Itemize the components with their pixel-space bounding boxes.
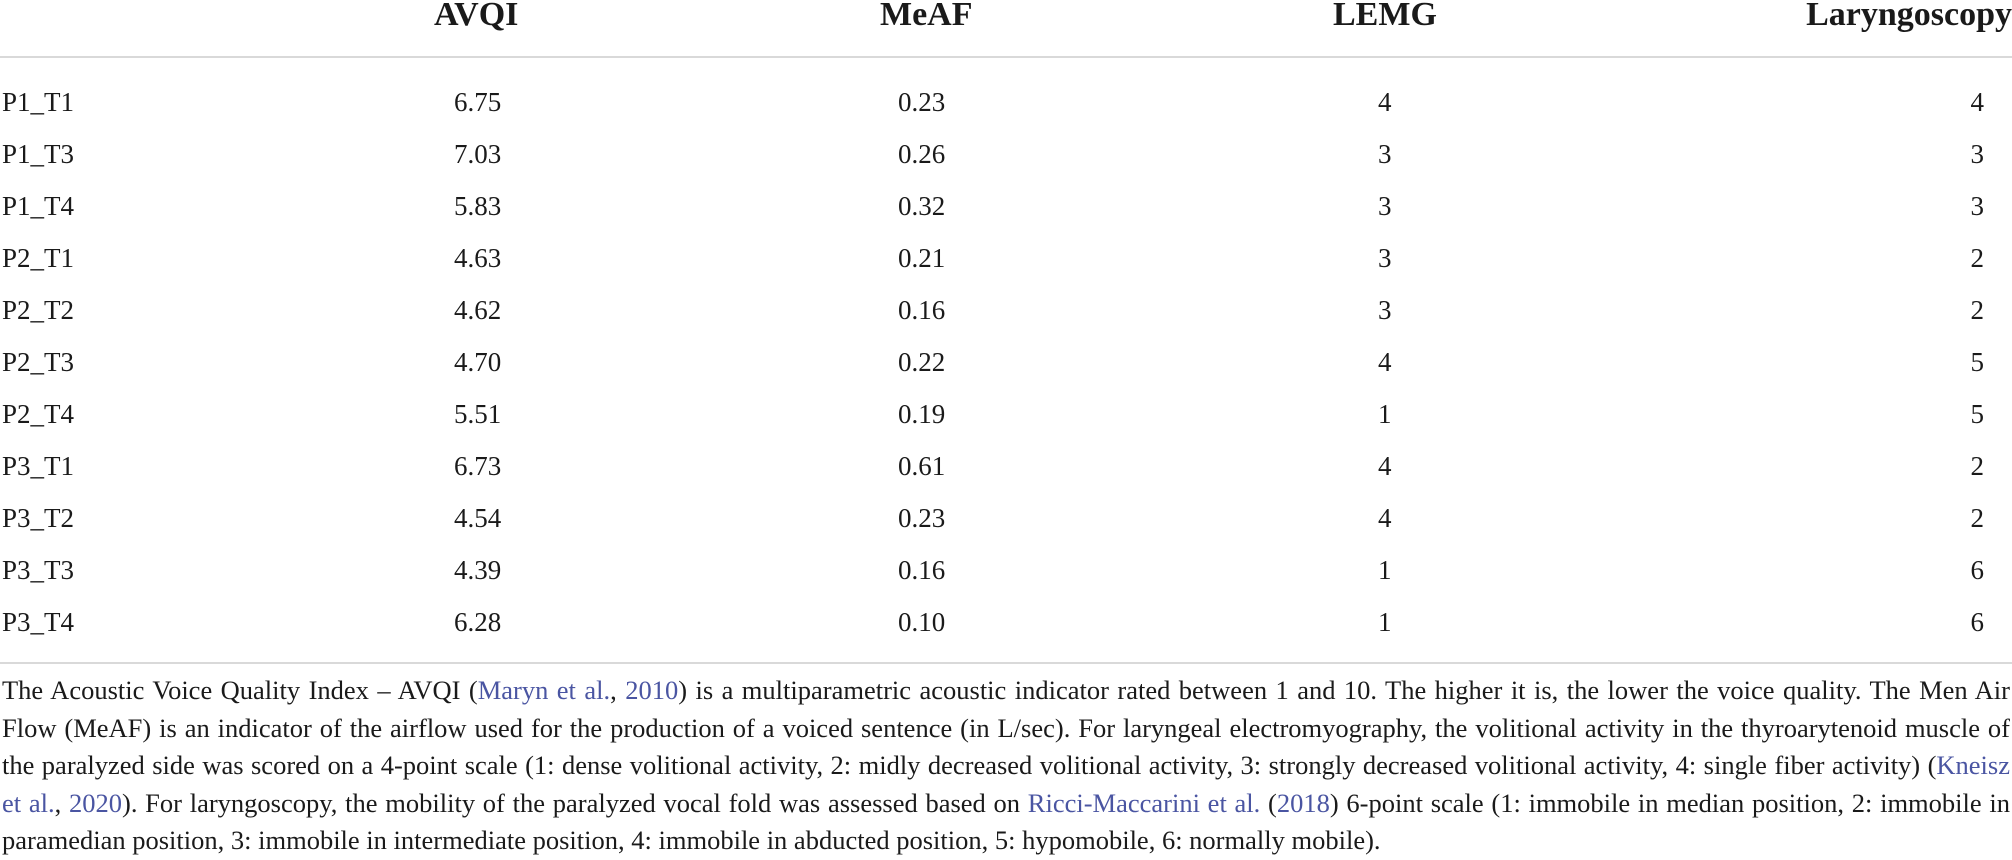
cell-id: P3_T2 (2, 503, 75, 533)
table-row (0, 440, 2012, 492)
cell-laryngoscopy: 5 (1970, 347, 1984, 377)
table-header (0, 0, 2012, 57)
cell-laryngoscopy: 4 (1970, 87, 1984, 117)
cell-id: P1_T1 (2, 87, 75, 117)
table-row (0, 544, 2012, 596)
cell-avqi: 4.39 (454, 555, 502, 585)
cell-laryngoscopy: 6 (1490, 596, 2012, 663)
cell-meaf: 0.23 (898, 503, 946, 533)
cell-lemg: 1 (1378, 555, 1392, 585)
cell-lemg: 4 (1378, 87, 1392, 117)
citation-link-kneisz-year[interactable]: 2020 (69, 787, 122, 818)
cell-laryngoscopy: 3 (1970, 191, 1984, 221)
cell-avqi: 4.70 (454, 347, 502, 377)
table-body (0, 57, 2012, 663)
header-cell-param (0, 0, 330, 57)
cell-avqi: 4.63 (454, 243, 502, 273)
table-footnote (2, 672, 2010, 860)
cell-id: P1_T4 (2, 191, 75, 221)
citation-link-maryn[interactable]: Maryn et al. (477, 675, 611, 705)
cell-laryngoscopy: 3 (1970, 139, 1984, 169)
cell-id: P3_T1 (2, 451, 75, 481)
cell-id: P2_T2 (2, 295, 75, 325)
header-cell-meaf: MeAF (630, 0, 970, 57)
footnote-text: ) is a multiparametric acoustic indicator rated between 1 and 10. The higher it is, the lower the voice quality. The Men Air Flow (MeAF) is an indicator of the airflow used for the production of a voiced sentence (in L/sec). For laryngeal electromyography, the volitional activity in the thyroarytenoid muscle of the paralyzed side was scored on a 4-point scale (1: dense volitional activity, 2: midly decreased volitional activity, 3: strongly decreased volitional activity, 4: single fiber activity) ( (2, 675, 2010, 780)
cell-meaf: 0.61 (898, 451, 946, 481)
cell-avqi: 6.75 (454, 87, 502, 117)
table-row (0, 388, 2012, 440)
cell-avqi: 6.28 (330, 596, 630, 663)
cell-meaf: 0.16 (898, 295, 946, 325)
cell-lemg: 1 (1378, 399, 1392, 429)
table-row (0, 492, 2012, 544)
cell-avqi: 5.83 (454, 191, 502, 221)
cell-meaf: 0.22 (898, 347, 946, 377)
cell-meaf: 0.21 (898, 243, 946, 273)
cell-laryngoscopy: 2 (1970, 503, 1984, 533)
table-row (0, 128, 2012, 180)
cell-avqi: 4.54 (454, 503, 502, 533)
cell-meaf: 0.16 (898, 555, 946, 585)
cell-laryngoscopy: 6 (1970, 555, 1984, 585)
citation-link-kneisz[interactable]: Kneisz et al. (2, 750, 2010, 818)
table-row (0, 336, 2012, 388)
cell-id: P2_T1 (2, 243, 75, 273)
cell-id: P2_T4 (2, 399, 75, 429)
cell-id: P1_T3 (2, 139, 75, 169)
cell-lemg: 4 (1378, 347, 1392, 377)
cell-avqi: 5.51 (454, 399, 502, 429)
cell-avqi: 6.73 (454, 451, 502, 481)
footnote-text: ). For laryngoscopy, the mobility of the paralyzed vocal fold was assessed based on (122, 787, 1028, 818)
header-cell-laryngoscopy: Laryngoscopy (1490, 0, 2012, 57)
table-row (0, 57, 2012, 128)
cell-meaf: 0.26 (898, 139, 946, 169)
table-row (0, 284, 2012, 336)
cell-meaf: 0.10 (630, 596, 970, 663)
citation-link-ricci-maccarini-year[interactable]: 2018 (1276, 787, 1330, 818)
header-row (0, 0, 2012, 57)
table-row (0, 596, 2012, 663)
cell-id: P2_T3 (2, 347, 75, 377)
footnote-separator: , (54, 787, 69, 818)
cell-meaf: 0.32 (898, 191, 946, 221)
cell-lemg: 4 (1378, 451, 1392, 481)
footnote-text: ) 6-point scale (1: immobile in median position, 2: immobile in paramedian position, 3: immobile in intermediate position, 4: immobile in abducted position, 5: hypomobile, 6: normally mobile). (2, 787, 2011, 855)
cell-laryngoscopy: 5 (1970, 399, 1984, 429)
cell-id: P3_T3 (2, 555, 75, 585)
footnote-text: The Acoustic Voice Quality Index – AVQI ( (2, 675, 478, 705)
table-row (0, 180, 2012, 232)
cell-lemg: 3 (1378, 295, 1392, 325)
citation-link-maryn-year[interactable]: 2010 (625, 675, 679, 705)
cell-lemg: 3 (1378, 139, 1392, 169)
cell-meaf: 0.23 (898, 87, 946, 117)
cell-lemg: 4 (1378, 503, 1392, 533)
cell-id: P3_T4 (0, 596, 330, 663)
cell-avqi: 4.62 (454, 295, 502, 325)
cell-meaf: 0.19 (898, 399, 946, 429)
cell-laryngoscopy: 2 (1970, 451, 1984, 481)
footnote-text: ( (1260, 787, 1277, 818)
table-row (0, 232, 2012, 284)
cell-avqi: 7.03 (454, 139, 502, 169)
cell-laryngoscopy: 2 (1970, 295, 1984, 325)
cell-lemg: 3 (1378, 243, 1392, 273)
footnote-separator: , (610, 675, 626, 705)
header-cell-lemg: LEMG (970, 0, 1490, 57)
citation-link-ricci-maccarini[interactable]: Ricci-Maccarini et al. (1027, 787, 1261, 818)
cell-lemg: 3 (1378, 191, 1392, 221)
cell-lemg: 1 (970, 596, 1490, 663)
cell-laryngoscopy: 2 (1970, 243, 1984, 273)
header-cell-avqi: AVQI (330, 0, 630, 57)
